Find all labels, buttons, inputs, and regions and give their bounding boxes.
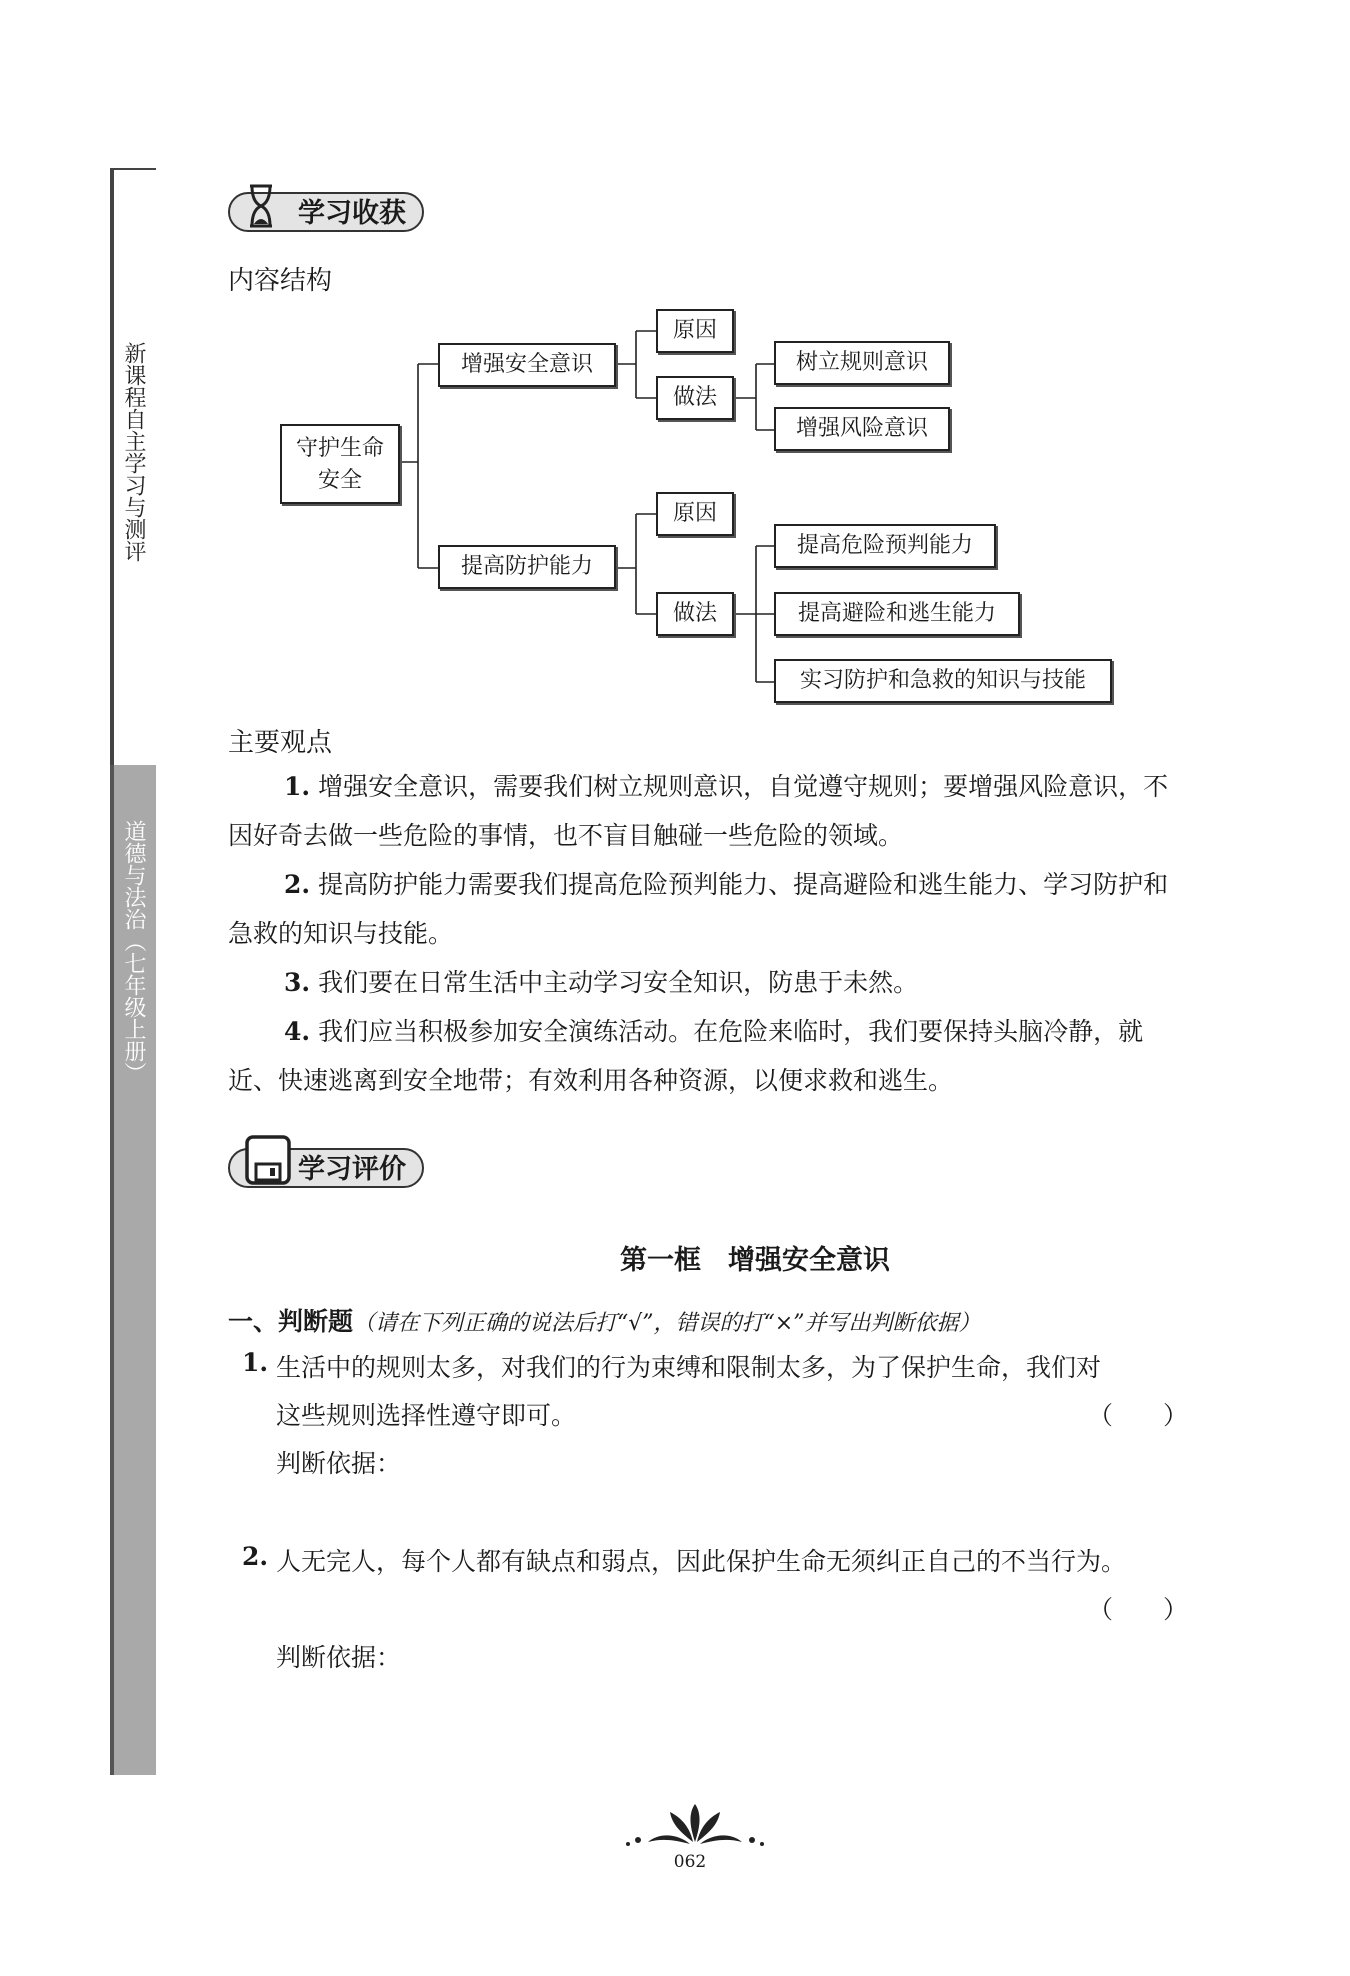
lesson-title: 第一框 增强安全意识 [620,1245,890,1276]
question-type: 一、判断题 [228,1307,354,1336]
viewpoint-text: 我们应当积极参加安全演练活动。在危险来临时，我们要保持头脑冷静，就近、快速逃离到安全地带；有效利用各种资源，以便求救和逃生。 [228,1017,1144,1095]
structure-heading: 内容结构 [228,266,333,296]
floppy-disk-icon [244,1134,292,1198]
sidebar-subject-title: 道德与法治（七年级上册） [121,820,146,1084]
tree-branch-1: 增强安全意识 [438,343,616,387]
viewpoint-text: 增强安全意识，需要我们树立规则意识，自觉遵守规则；要增强风险意识，不因好奇去做一些危险的事情，也不盲目触碰一些危险的领域。 [228,772,1169,850]
sidebar-series-title: 新课程自主学习与测评 [121,342,146,562]
viewpoint-item [228,1007,1176,1105]
viewpoint-item [228,958,1176,1007]
viewpoint-number: 2. [284,870,311,899]
tree-root [280,424,400,504]
tree-branch-1-reason: 原因 [656,309,734,353]
tree-leaf-rule-awareness: 树立规则意识 [774,341,950,385]
judgment-basis-label: 判断依据： [276,1449,402,1478]
section-badge-label: 学习收获 [298,198,406,229]
tree-branch-2: 提高防护能力 [438,545,616,589]
question-text: 人无完人，每个人都有缺点和弱点，因此保护生命无须纠正自己的不当行为。 [276,1547,1127,1576]
question-instruction: （请在下列正确的说法后打“√”，错误的打“×”并写出判断依据） [353,1311,981,1336]
tree-branch-2-reason: 原因 [656,492,734,536]
question-number: 1. [242,1348,269,1377]
question-text-cont: 这些规则选择性遵守即可。 [276,1401,577,1430]
judgment-basis-label: 判断依据： [276,1643,402,1672]
question-text: 生活中的规则太多，对我们的行为束缚和限制太多，为了保护生命，我们对 [276,1353,1102,1382]
viewpoint-text: 提高防护能力需要我们提高危险预判能力、提高避险和逃生能力、学习防护和急救的知识与技能。 [228,870,1169,948]
footer-ornament-icon [620,1802,770,1852]
viewpoint-number: 1. [284,772,311,801]
page-number: 062 [673,1852,707,1872]
viewpoint-item [228,860,1176,958]
tree-leaf-risk-awareness: 增强风险意识 [774,407,950,451]
question-section-header [228,1302,980,1338]
viewpoint-text: 我们要在日常生活中主动学习安全知识，防患于未然。 [318,968,919,997]
viewpoints-heading: 主要观点 [228,728,333,758]
viewpoint-number: 3. [284,968,311,997]
section-badge-label: 学习评价 [298,1154,406,1185]
viewpoint-item [228,762,1176,860]
tree-leaf-escape-ability: 提高避险和逃生能力 [774,592,1020,636]
section-badge-evaluation [228,1148,424,1188]
answer-parentheses: （ ） [1088,1595,1189,1624]
tree-branch-2-method: 做法 [656,592,734,636]
tree-leaf-first-aid-skills: 实习防护和急救的知识与技能 [774,659,1112,703]
tree-leaf-danger-prediction: 提高危险预判能力 [774,524,996,568]
tree-branch-1-method: 做法 [656,376,734,420]
tree-root-label: 守护生命安全 [295,436,384,493]
question-number: 2. [242,1542,269,1571]
viewpoint-number: 4. [284,1017,311,1046]
answer-parentheses: （ ） [1088,1401,1189,1430]
